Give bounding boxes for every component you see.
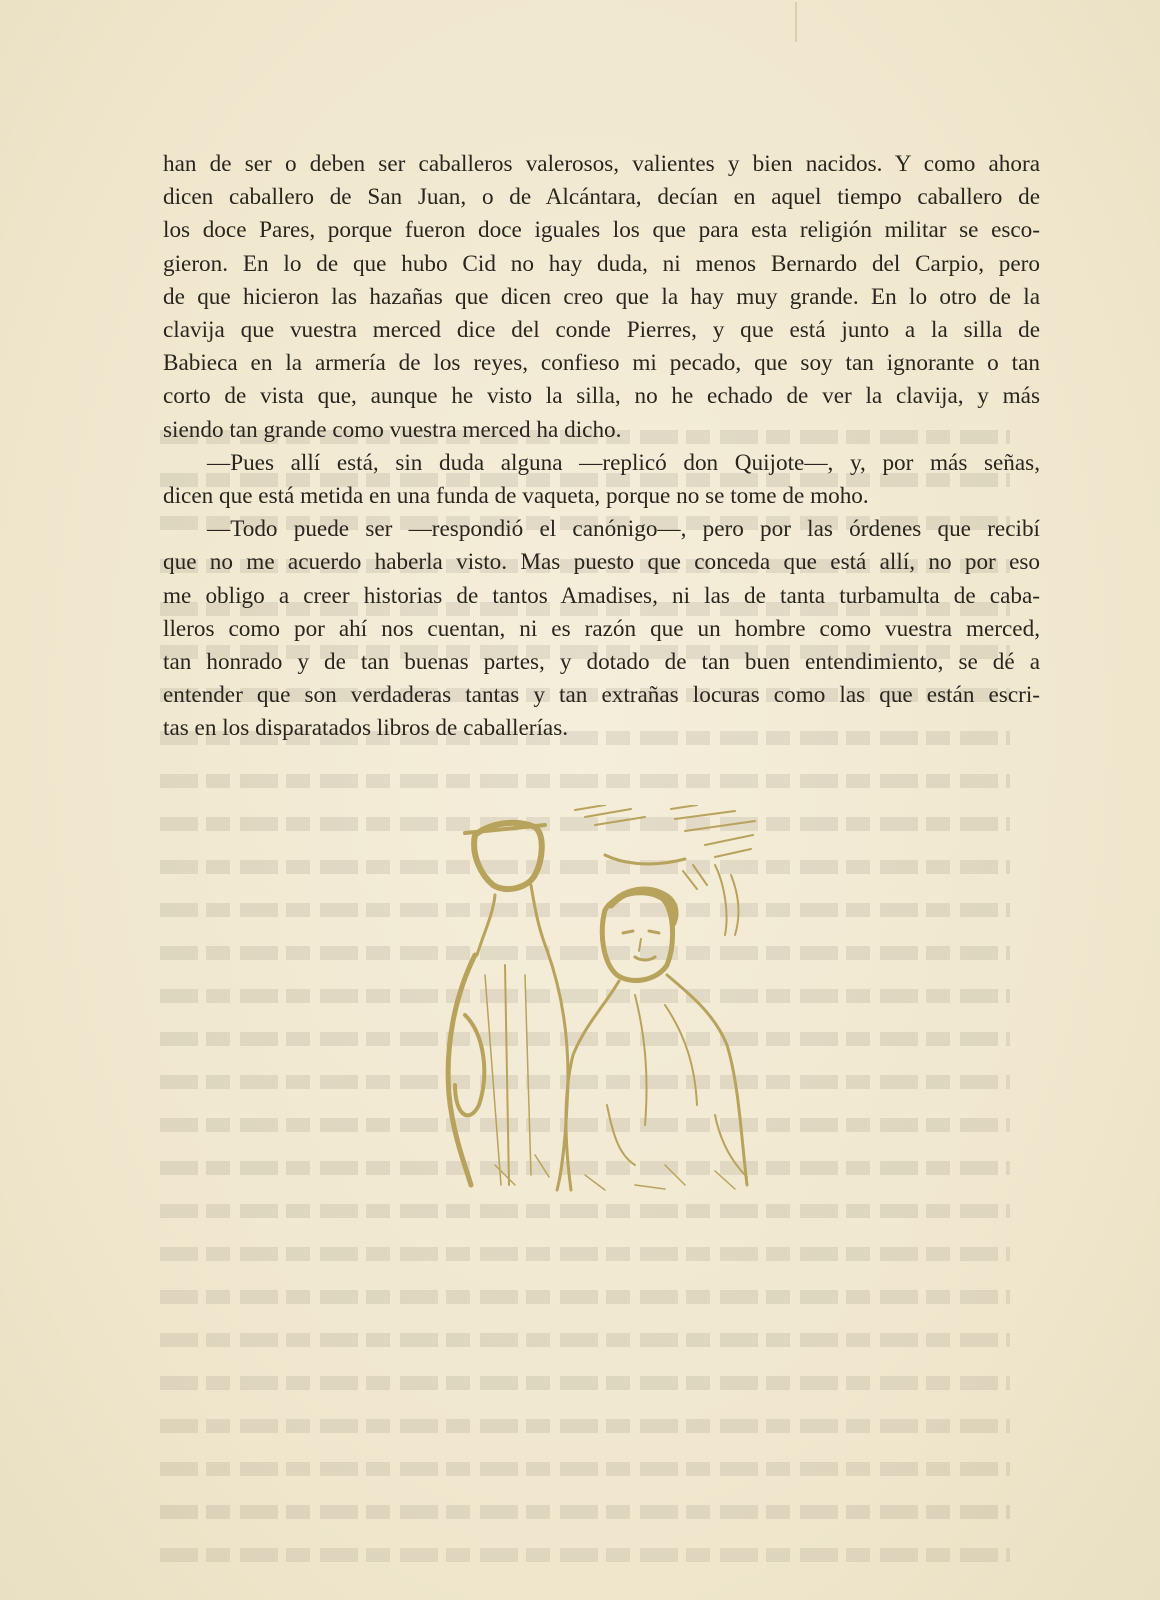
text-line: dicen caballero de San Juan, o de Alcántara, decían en aquel tiempo caballero de [163,184,1040,211]
text-line: —Todo puede ser —respondió el canónigo—, pero por las órdenes que recibí [207,516,1040,543]
text-line: lleros como por ahí nos cuentan, ni es razón que un hombre como vuestra merced, [163,615,1040,642]
text-line: han de ser o deben ser caballeros valerosos, valientes y bien nacidos. Y como ahora [163,151,1040,177]
text-line: que no me acuerdo haberla visto. Mas puesto que conceda que está allí, no por eso [163,549,1040,576]
text-line: me obligo a creer historias de tantos Amadises, ni las de tanta turbamulta de caba- [163,582,1040,609]
paragraph [163,148,1040,447]
text-line: clavija que vuestra merced dice del conde Pierres, y que está junto a la silla de [163,317,1040,344]
paragraph [163,513,1040,745]
text-line: tan honrado y de tan buenas partes, y dotado de tan buen entendimiento, se dé a [163,649,1040,676]
text-line: gieron. En lo de que hubo Cid no hay duda, ni menos Bernardo del Carpio, pero [163,250,1040,277]
text-line: corto de vista que, aunque he visto la silla, no he echado de ver la clavija, y más [163,383,1040,410]
sketch-two-figures-illustration [435,805,775,1205]
text-line: los doce Pares, porque fueron doce iguales los que para esta religión militar se esco- [163,217,1040,244]
text-line: entender que son verdaderas tantas y tan extrañas locuras como las que están escri- [163,682,1040,709]
text-line: —Pues allí está, sin duda alguna —replicó don Quijote—, y, por más señas, [207,449,1040,476]
text-line: de que hicieron las hazañas que dicen creo que la hay muy grande. En lo otro de la [163,283,1040,310]
page-crease [795,2,797,42]
text-line: tas en los disparatados libros de caballerías. [163,715,569,742]
text-line: dicen que está metida en una funda de vaqueta, porque no se tome de moho. [163,483,869,510]
text-line: Babieca en la armería de los reyes, confieso mi pecado, que soy tan ignorante o tan [163,350,1040,377]
paragraph [163,447,1040,513]
body-text [163,148,1040,746]
text-line: siendo tan grande como vuestra merced ha dicho. [163,416,622,443]
